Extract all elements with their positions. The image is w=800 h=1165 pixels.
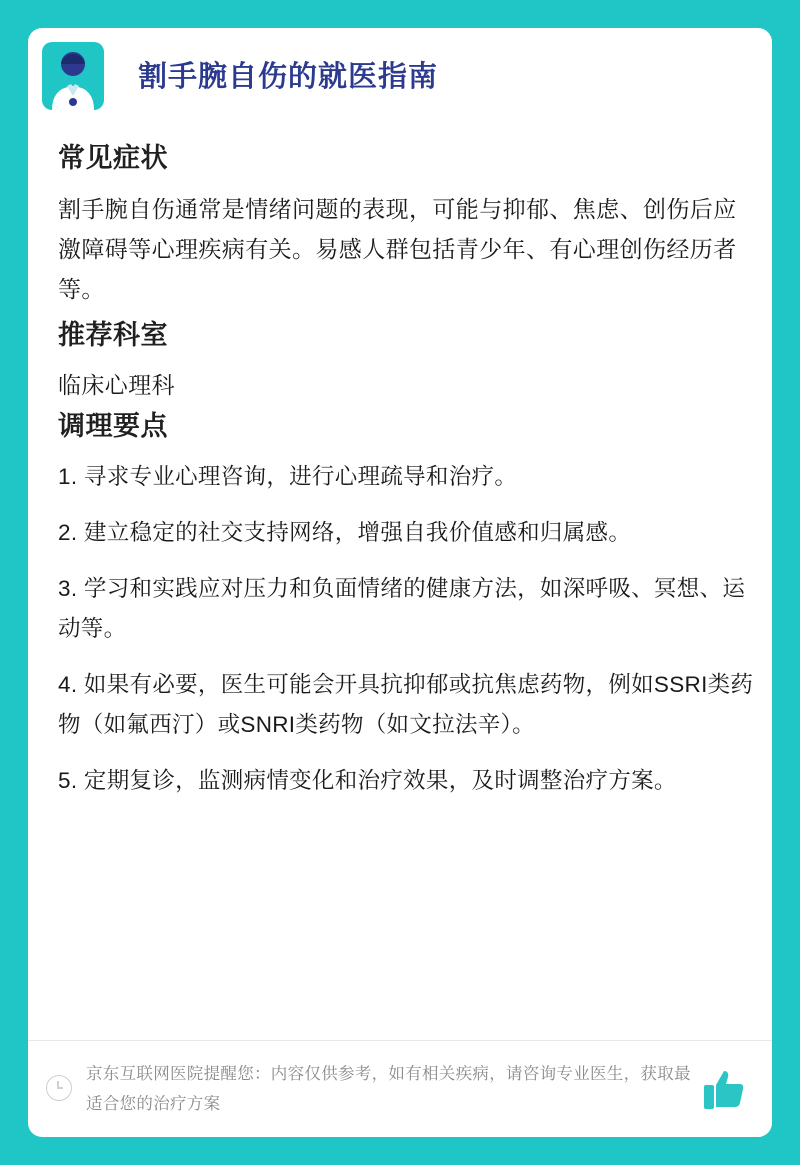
list-item: 5. 定期复诊，监测病情变化和治疗效果，及时调整治疗方案。 xyxy=(58,768,677,793)
list-item: 1. 寻求专业心理咨询，进行心理疏导和治疗。 xyxy=(58,464,518,489)
section-text-department: 临床心理科 xyxy=(58,372,175,398)
section-heading-symptoms: 常见症状 xyxy=(58,143,168,173)
care-points-list xyxy=(58,457,754,801)
footer-bar xyxy=(28,1040,772,1137)
clock-icon xyxy=(46,1075,72,1101)
list-item: 4. 如果有必要，医生可能会开具抗抑郁或抗焦虑药物，例如SSRI类药物（如氟西汀）或SNRI类药物（如文拉法辛）。 xyxy=(58,672,754,737)
guide-content xyxy=(58,136,754,817)
section-heading-department: 推荐科室 xyxy=(58,320,168,350)
doctor-avatar-icon xyxy=(42,42,104,110)
section-heading-careplan: 调理要点 xyxy=(58,411,168,441)
section-text-symptoms: 割手腕自伤通常是情绪问题的表现，可能与抑郁、焦虑、创伤后应激障碍等心理疾病有关。易感人群包括青少年、有心理创伤经历者等。 xyxy=(58,196,737,302)
footer-disclaimer: 京东互联网医院提醒您：内容仅供参考，如有相关疾病，请咨询专业医生，获取最适合您的治疗方案 xyxy=(86,1065,691,1113)
page-title: 割手腕自伤的就医指南 xyxy=(138,61,439,93)
list-item: 2. 建立稳定的社交支持网络，增强自我价值感和归属感。 xyxy=(58,520,632,545)
guide-card xyxy=(28,28,772,1137)
thumbs-up-icon[interactable] xyxy=(702,1067,748,1111)
list-item: 3. 学习和实践应对压力和负面情绪的健康方法，如深呼吸、冥想、运动等。 xyxy=(58,576,746,641)
